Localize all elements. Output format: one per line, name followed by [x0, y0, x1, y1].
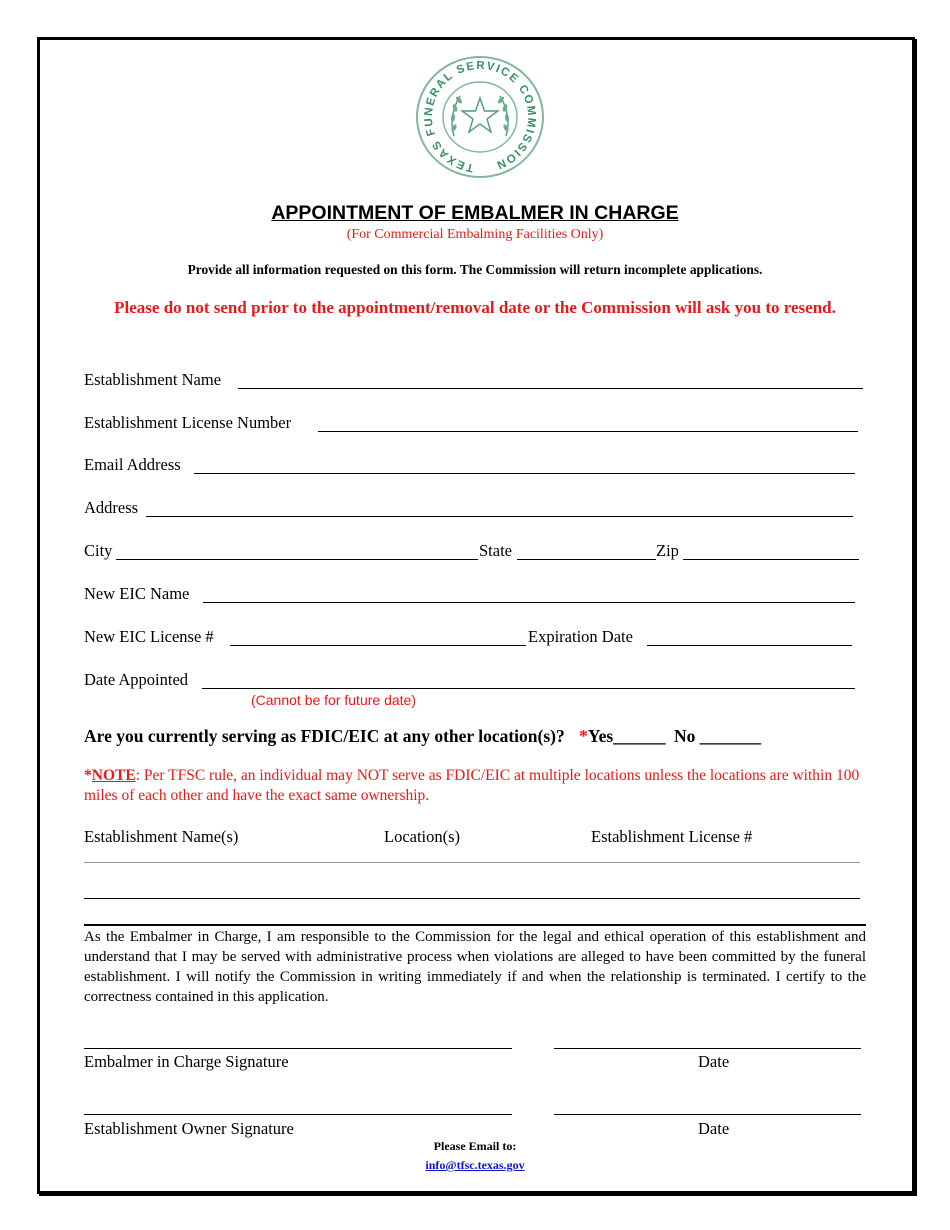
date-appointed-field[interactable]	[202, 688, 855, 689]
table-row-1-line[interactable]	[84, 862, 860, 863]
instruction-text: Provide all information requested on this form. The Commission will return incomplete applications.	[187, 262, 763, 277]
eic-name-field[interactable]	[203, 602, 855, 603]
tfsc-seal-logo	[414, 54, 546, 180]
other-location-question	[84, 726, 761, 747]
warning-text: Please do not send prior to the appointment/removal date or the Commission will ask you to resend.	[114, 298, 836, 317]
owner-signature-line[interactable]	[84, 1114, 512, 1115]
col-establishment-names: Establishment Name(s)	[84, 827, 239, 846]
note-label: NOTE	[91, 767, 136, 784]
owner-date-label: Date	[698, 1119, 730, 1138]
establishment-name-label: Establishment Name	[84, 370, 222, 389]
svg-text:TEXAS FUNERAL SERVICE COMMISSI: TEXAS FUNERAL SERVICE COMMISSION	[422, 59, 538, 174]
owner-signature-label: Establishment Owner Signature	[84, 1119, 294, 1138]
form-title: APPOINTMENT OF EMBALMER IN CHARGE	[271, 202, 679, 224]
note-star: *	[84, 767, 92, 784]
note-text: : Per TFSC rule, an individual may NOT serve as FDIC/EIC at multiple locations unless the locations are within 100 miles of each other and have the exact same ownership.	[84, 767, 860, 804]
expiration-date-label: Expiration Date	[528, 627, 633, 646]
zip-field[interactable]	[683, 559, 859, 560]
col-locations: Location(s)	[384, 827, 461, 846]
email-container	[375, 1156, 575, 1174]
city-label: City	[84, 541, 113, 560]
email-instruction: Please Email to:	[433, 1139, 517, 1153]
eic-date-line[interactable]	[554, 1048, 861, 1049]
address-label: Address	[84, 498, 139, 517]
state-label: State	[479, 541, 512, 560]
email-link[interactable]: info@tfsc.texas.gov	[425, 1158, 525, 1172]
email-field[interactable]	[194, 473, 855, 474]
eic-license-label: New EIC License #	[84, 627, 214, 646]
eic-license-field[interactable]	[230, 645, 526, 646]
email-label: Email Address	[84, 455, 181, 474]
eic-signature-line[interactable]	[84, 1048, 512, 1049]
tfsc-rule-note	[84, 766, 874, 806]
date-appointed-label: Date Appointed	[84, 670, 189, 689]
section-divider	[84, 924, 866, 926]
license-number-field[interactable]	[318, 431, 858, 432]
owner-date-line[interactable]	[554, 1114, 861, 1115]
city-field[interactable]	[116, 559, 478, 560]
yes-blank[interactable]: ______	[613, 726, 666, 746]
eic-name-label: New EIC Name	[84, 584, 190, 603]
zip-label: Zip	[656, 541, 679, 560]
question-text: Are you currently serving as FDIC/EIC at any other location(s)?	[84, 726, 565, 746]
address-field[interactable]	[146, 516, 853, 517]
eic-signature-label: Embalmer in Charge Signature	[84, 1052, 289, 1071]
form-subtitle: (For Commercial Embalming Facilities Only)	[346, 227, 604, 242]
no-blank[interactable]: _______	[699, 726, 762, 746]
yes-label: Yes	[587, 726, 614, 746]
expiration-date-field[interactable]	[647, 645, 852, 646]
license-number-label: Establishment License Number	[84, 413, 292, 432]
table-row-2-line[interactable]	[84, 898, 860, 899]
state-field[interactable]	[517, 559, 656, 560]
eic-date-label: Date	[698, 1052, 730, 1071]
col-license-number: Establishment License #	[591, 827, 753, 846]
date-appointed-note: (Cannot be for future date)	[251, 692, 416, 708]
establishment-name-field[interactable]	[238, 388, 863, 389]
certification-text: As the Embalmer in Charge, I am responsible to the Commission for the legal and ethical operation of this establishment and understand that I may be served with administrative process when violations are alleged to have been committed by the funeral establishment. I will notify the Commission in writing immediately if and when the relationship is terminated. I certify to the correctness contained in this application.	[84, 929, 866, 1005]
yes-star: *	[579, 726, 588, 746]
no-label: No	[674, 726, 696, 746]
